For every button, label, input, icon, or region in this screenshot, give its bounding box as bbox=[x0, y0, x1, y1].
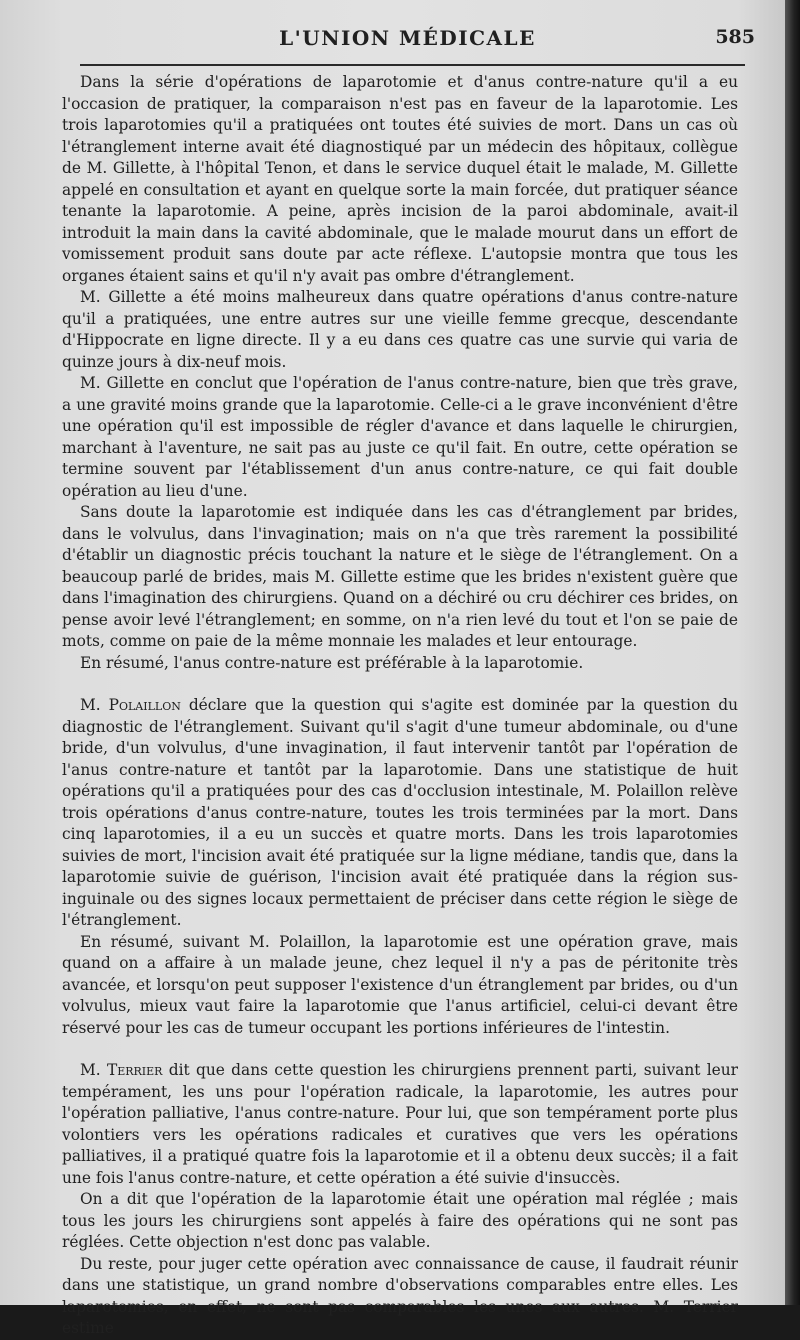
paragraph bbox=[62, 1189, 738, 1254]
paragraph-text: M. Gillette en conclut que l'opération de l'anus contre-nature, bien que très grave, a une gravité moins grande que la laparotomie. Celle-ci a le grave inconvénient d'être une opération qu'il est impossible de régler d'avance et dans laquelle le chirurgien, marchant à l'aventure, ne sait pas au juste ce qu'il fait. En outre, cette opération se termine souvent par l'établissement d'un anus contre-nature, ce qui fait double opération au lieu d'une. bbox=[62, 374, 738, 500]
paragraph-text: Sans doute la laparotomie est indiquée dans les cas d'étranglement par brides, dans le volvulus, dans l'invagination; mais on n'a que très rarement la possibilité d'établir un diagnostic précis touchant la nature et le siège de l'étranglement. On a beaucoup parlé de brides, mais M. Gillette estime que les brides n'existent guère que dans l'imagination des chirurgiens. Quand on a déchiré ou cru déchirer ces brides, on pense avoir levé l'étranglement; en somme, on n'a rien levé du tout et l'on se paie de mots, comme on paie de la même monnaie les malades et leur entourage. bbox=[62, 503, 738, 650]
paragraph-text: Du reste, pour juger cette opération avec connaissance de cause, il faudrait réunir dans une statistique, un grand nombre d'observations comparables entre elles. Les laparotomies, en effet, ne sont pas comparables les unes aux autres. M. Terrier estime bbox=[62, 1254, 738, 1337]
paragraph bbox=[62, 287, 738, 373]
paragraph bbox=[62, 1060, 738, 1189]
paragraph bbox=[62, 502, 738, 653]
paragraph bbox=[62, 653, 738, 675]
paragraph-text: dit que dans cette question les chirurgiens prennent parti, suivant leur tempérament, les uns pour l'opération radicale, la laparotomie, les autres pour l'opération palliative, l'anus contre-nature. Pour lui, que son tempérament porte plus volontiers vers les opérations radicales et curatives que vers les opérations palliatives, il a pratiqué quatre fois la laparotomie et il a obtenu deux succès; il a fait une fois l'anus contre-nature, et cette opération a été suivie d'insuccès. bbox=[62, 1061, 739, 1187]
paragraph bbox=[62, 373, 738, 502]
speaker-name: M. Terrier bbox=[80, 1061, 163, 1079]
paragraph bbox=[62, 1254, 738, 1340]
page-number: 585 bbox=[715, 26, 755, 48]
paragraph bbox=[62, 72, 738, 287]
speaker-name: M. Polaillon bbox=[80, 696, 181, 714]
paragraph bbox=[62, 695, 738, 932]
paragraph-text: déclare que la question qui s'agite est dominée par la question du diagnostic de l'étranglement. Suivant qu'il s'agit d'une tumeur abdominale, ou d'une bride, d'un volvulus, d'une invagination, il faut intervenir tantôt par l'opération de l'anus contre-nature et tantôt par la laparotomie. Dans une statistique de huit opérations qu'il a pratiquées pour des cas d'occlusion intestinale, M. Polaillon relève trois opérations d'anus contre-nature, toutes les trois terminées par la mort. Dans cinq laparotomies, il a eu un succès et quatre morts. Dans les trois laparotomies suivies de mort, l'incision avait été pratiquée sur la ligne médiane, tandis que, dans la laparotomie suivie de guérison, l'incision avait été pratiquée dans la région sus-inguinale ou des signes locaux permettaient de préciser dans cette région le siège de l'étranglement. bbox=[62, 696, 738, 929]
page-edge-shadow bbox=[785, 0, 800, 1305]
paragraph bbox=[62, 932, 738, 1040]
running-header bbox=[60, 20, 755, 54]
header-rule bbox=[80, 64, 745, 66]
paragraph-text: Dans la série d'opérations de laparotomie et d'anus contre-nature qu'il a eu l'occasion de pratiquer, la comparaison n'est pas en faveur de la laparotomie. Les trois laparotomies qu'il a pratiquées ont toutes été suivies de mort. Dans un cas où l'étranglement interne avait été diagnostiqué par un médecin des hôpitaux, collègue de M. Gillette, à l'hôpital Tenon, et dans le service duquel était le malade, M. Gillette appelé en consultation et ayant en quelque sorte la main forcée, dut pratiquer séance tenante la laparotomie. A peine, après incision de la paroi abdominale, avait-il introduit la main dans la cavité abdominale, que le malade mourut dans un effort de vomissement produit sans doute par acte réflexe. L'autopsie montra que tous les organes étaient sains et qu'il n'y avait pas ombre d'étranglement. bbox=[62, 73, 738, 285]
article-body bbox=[62, 72, 738, 1340]
paragraph-text: M. Gillette a été moins malheureux dans quatre opérations d'anus contre-nature qu'il a pratiquées, une entre autres sur une vieille femme grecque, descendante d'Hippocrate en ligne directe. Il y a eu dans ces quatre cas une survie qui varia de quinze jours à dix-neuf mois. bbox=[62, 288, 738, 371]
paragraph-text: On a dit que l'opération de la laparotomie était une opération mal réglée ; mais tous les jours les chirurgiens sont appelés à faire des opérations qui ne sont pas réglées. Cette objection n'est donc pas valable. bbox=[62, 1190, 738, 1251]
paragraph-text: En résumé, l'anus contre-nature est préférable à la laparotomie. bbox=[80, 653, 584, 672]
paragraph-text: En résumé, suivant M. Polaillon, la laparotomie est une opération grave, mais quand on a affaire à un malade jeune, chez lequel il n'y a pas de péritonite très avancée, et lorsqu'on peut supposer l'existence d'un étranglement par brides, ou d'un volvulus, mieux vaut faire la laparotomie que l'anus artificiel, celui-ci devant être réservé pour les cas de tumeur occupant les portions inférieures de l'intestin. bbox=[62, 932, 738, 1037]
journal-title: L'UNION MÉDICALE bbox=[279, 26, 536, 50]
